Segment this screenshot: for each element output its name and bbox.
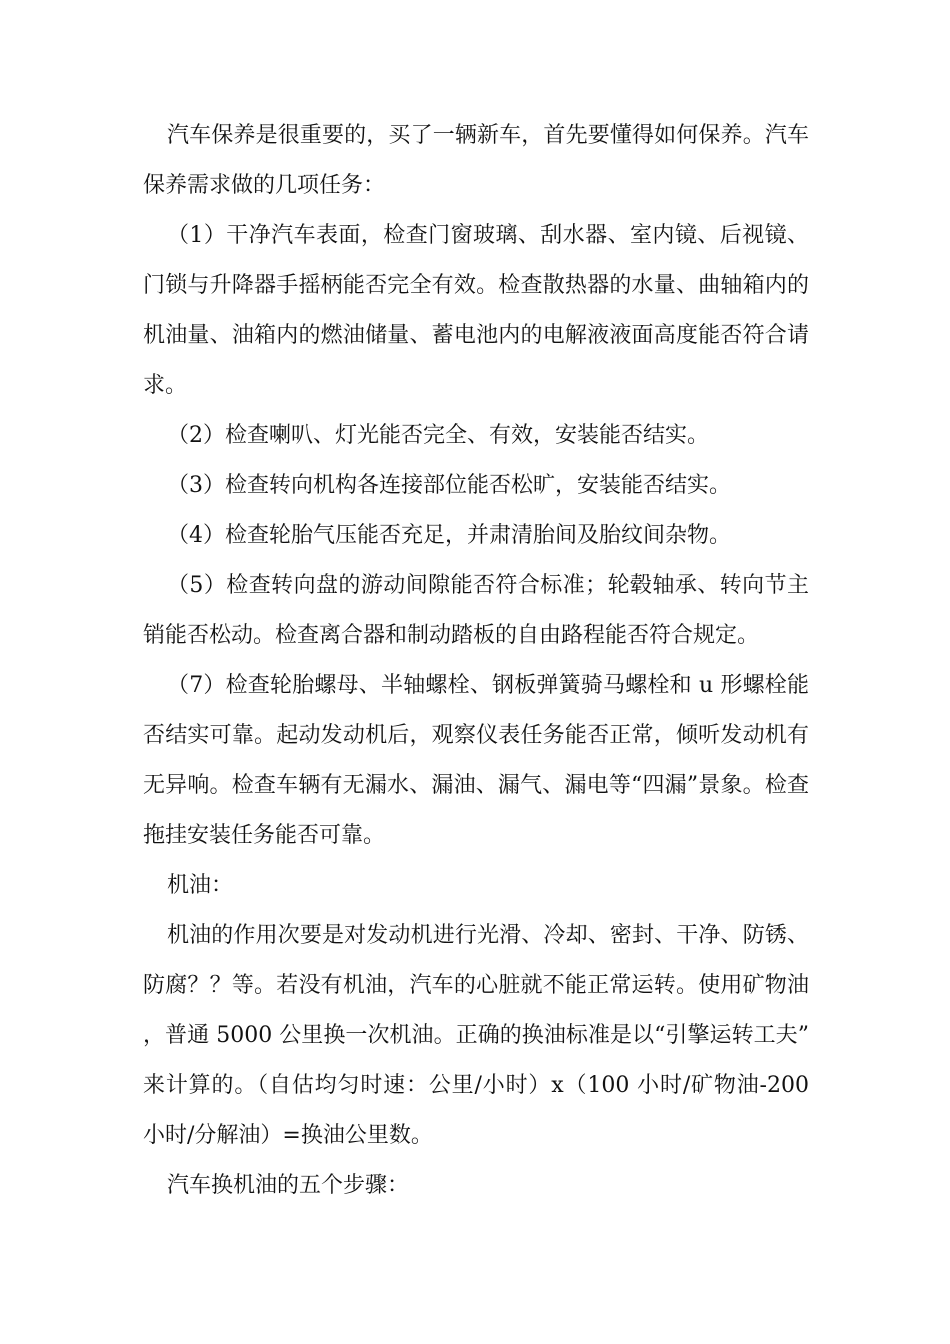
paragraph-oil-description: 机油的作用次要是对发动机进行光滑、冷却、密封、干净、防锈、防腐？？等。若没有机油，汽车的心脏就不能正常运转。使用矿物油，普通 5000 公里换一次机油。正确的换油标准是以“引擎运转工夫”来计算的。（自估均匀时速：公里/小时）x（100 小时/矿物油-200 小时/分解油）=换油公里数。 bbox=[143, 923, 809, 1148]
section-heading-oil: 机油： bbox=[167, 873, 234, 898]
paragraph-item-1: （1）干净汽车表面，检查门窗玻璃、刮水器、室内镜、后视镜、门锁与升降器手摇柄能否完全有效。检查散热器的水量、曲轴箱内的机油量、油箱内的燃油储量、蓄电池内的电解液液面高度能否符合请求。 bbox=[143, 223, 809, 398]
paragraph-item-5: （5）检查转向盘的游动间隙能否符合标准；轮毂轴承、转向节主销能否松动。检查离合器和制动踏板的自由路程能否符合规定。 bbox=[143, 573, 809, 648]
document-body bbox=[143, 111, 809, 1211]
paragraph-oil-change-steps: 汽车换机油的五个步骤： bbox=[167, 1173, 410, 1198]
paragraph-item-4: （4）检查轮胎气压能否充足，并肃清胎间及胎纹间杂物。 bbox=[167, 523, 731, 548]
paragraph-item-2: （2）检查喇叭、灯光能否完全、有效，安装能否结实。 bbox=[167, 423, 709, 448]
paragraph-intro: 汽车保养是很重要的，买了一辆新车，首先要懂得如何保养。汽车保养需求做的几项任务： bbox=[143, 123, 809, 198]
paragraph-item-7: （7）检查轮胎螺母、半轴螺栓、钢板弹簧骑马螺栓和 u 形螺栓能否结实可靠。起动发动机后，观察仪表任务能否正常，倾听发动机有无异响。检查车辆有无漏水、漏油、漏气、漏电等“四漏”景象。检查拖挂安装任务能否可靠。 bbox=[143, 673, 809, 848]
paragraph-item-3: （3）检查转向机构各连接部位能否松旷，安装能否结实。 bbox=[167, 473, 731, 498]
